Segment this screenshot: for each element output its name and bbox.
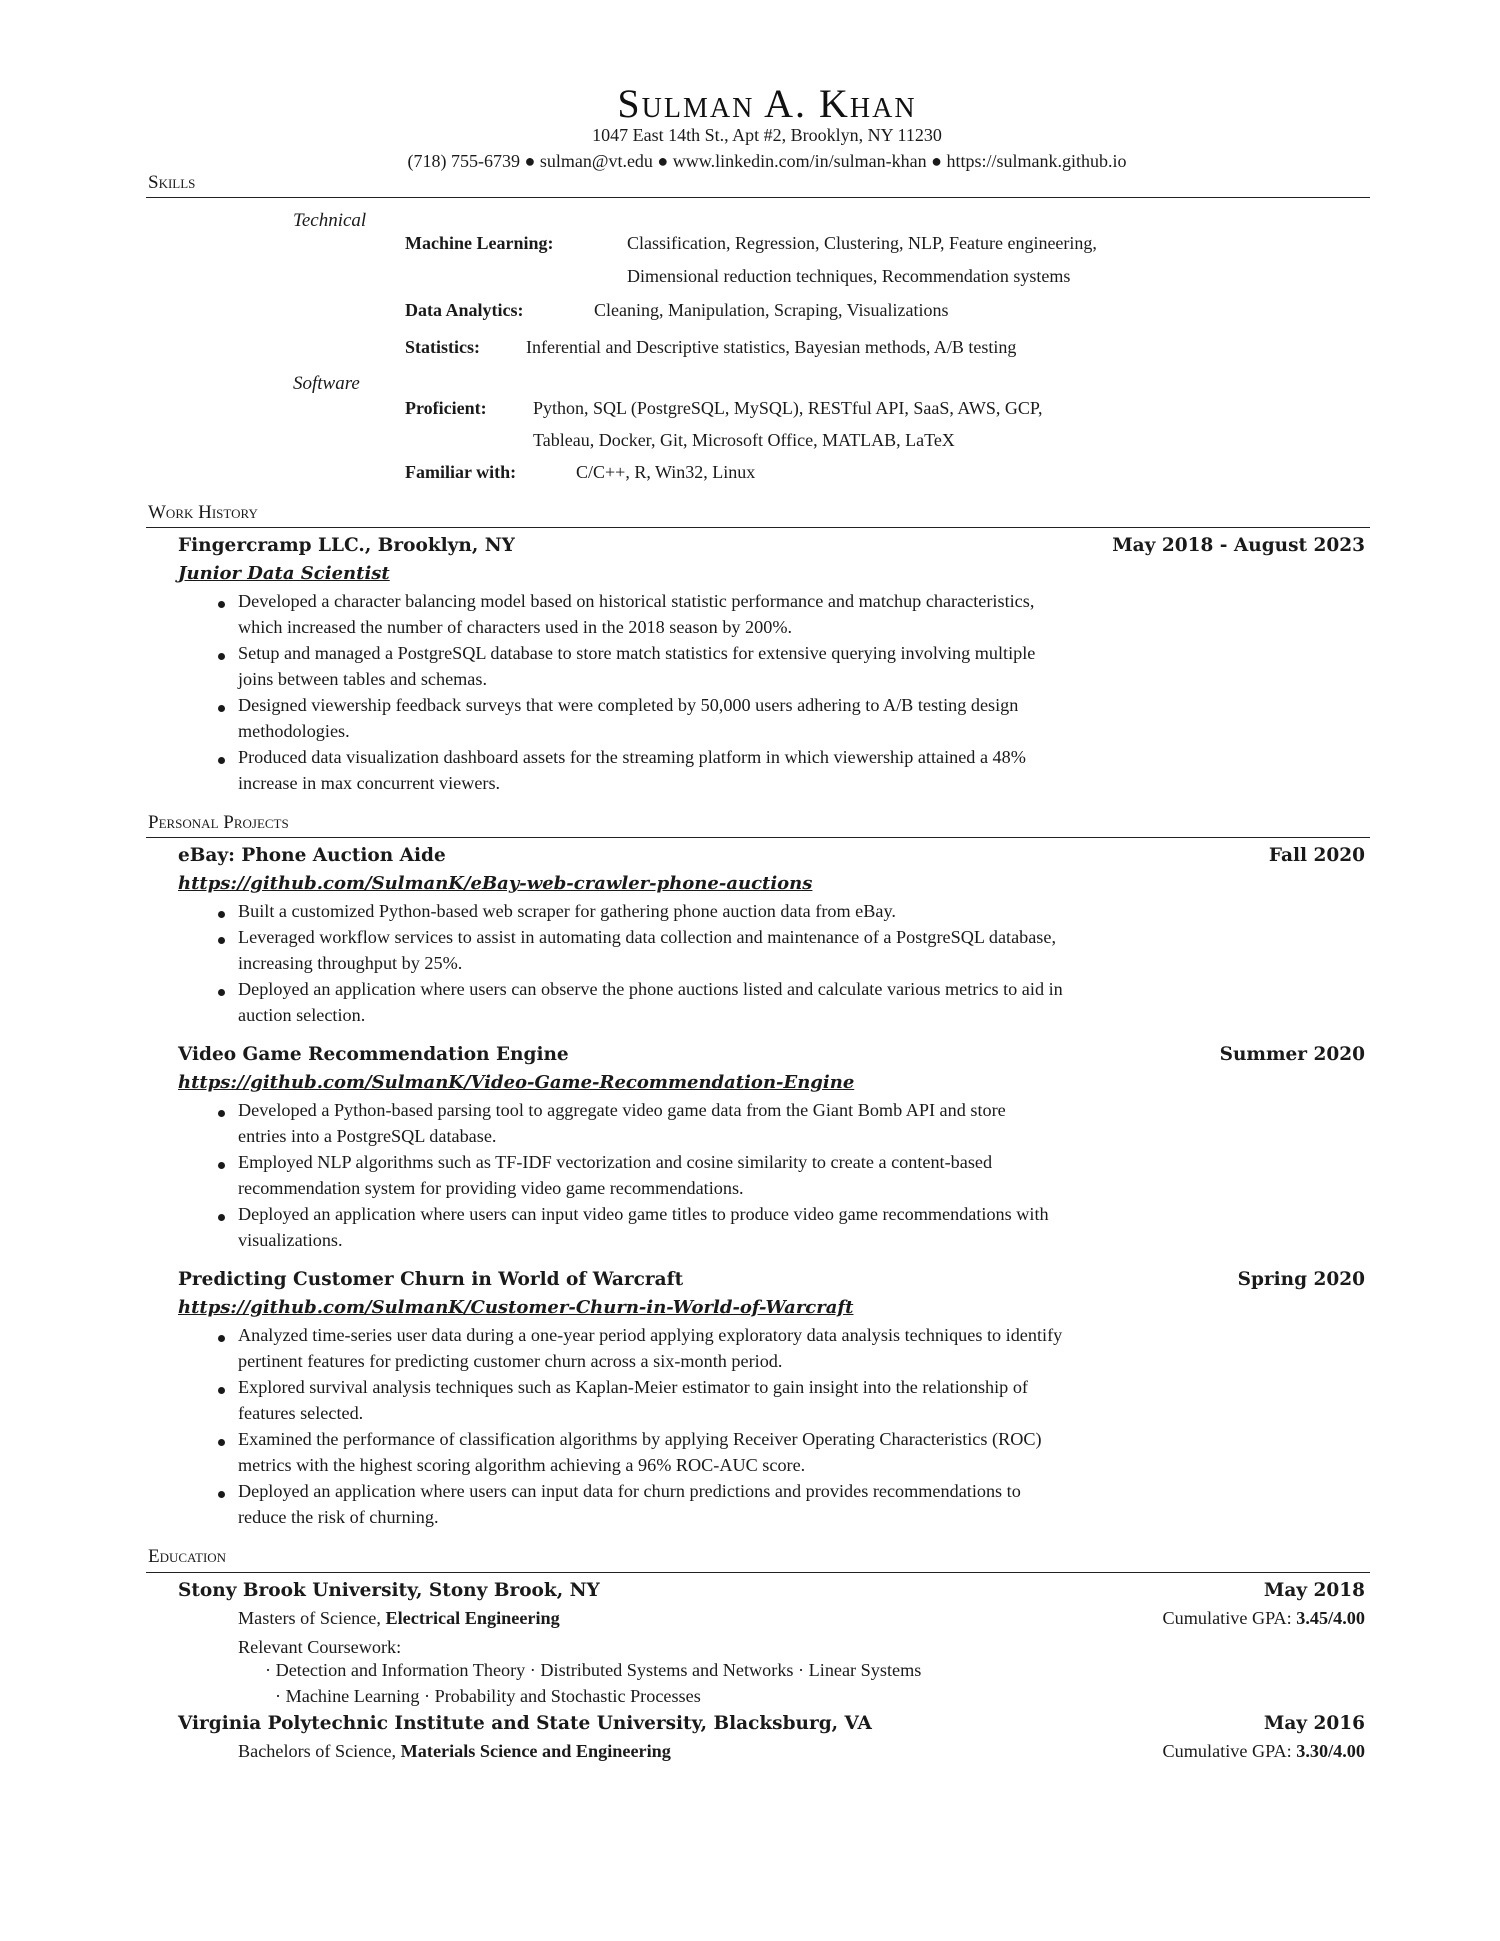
skill-prof-text-2: Tableau, Docker, Git, Microsoft Office, MATLAB, LaTeX bbox=[533, 430, 955, 450]
bullet-text: increase in max concurrent viewers. bbox=[238, 773, 501, 793]
bullet-text: Produced data visualization dashboard assets for the streaming platform in which viewership attained a 48% bbox=[238, 747, 1026, 767]
section-divider bbox=[146, 1572, 1370, 1573]
bullet-text: features selected. bbox=[238, 1403, 364, 1423]
skill-statistics bbox=[405, 337, 480, 358]
section-divider bbox=[146, 837, 1370, 838]
skill-data-analytics bbox=[405, 300, 524, 321]
section-divider bbox=[146, 197, 1370, 198]
skill-familiar bbox=[405, 462, 516, 483]
degree-prefix: Masters of Science, bbox=[238, 1608, 381, 1628]
bullet bbox=[218, 1214, 225, 1221]
bullet-text: Developed a Python-based parsing tool to aggregate video game data from the Giant Bomb API and store bbox=[238, 1100, 1006, 1120]
gpa bbox=[1163, 1741, 1365, 1762]
work-dates: May 2018 - August 2023 bbox=[1112, 535, 1365, 556]
project-name: Predicting Customer Churn in World of Warcraft bbox=[178, 1269, 684, 1290]
bullet bbox=[218, 1387, 225, 1394]
project-name: Video Game Recommendation Engine bbox=[178, 1044, 569, 1065]
degree bbox=[238, 1741, 671, 1762]
bullet bbox=[218, 1162, 225, 1169]
skill-prof-text-1: Python, SQL (PostgreSQL, MySQL), RESTful API, SaaS, AWS, GCP, bbox=[533, 398, 1043, 418]
bullet bbox=[218, 937, 225, 944]
bullet bbox=[218, 653, 225, 660]
bullet bbox=[218, 1335, 225, 1342]
graduation-date: May 2018 bbox=[1263, 1580, 1365, 1601]
section-title-skills: Skills bbox=[148, 172, 196, 193]
job-role: Junior Data Scientist bbox=[178, 563, 390, 584]
bullet bbox=[218, 989, 225, 996]
gpa-value: 3.45/4.00 bbox=[1296, 1608, 1365, 1628]
bullet-text: Deployed an application where users can input video game titles to produce video game recommendations with bbox=[238, 1204, 1049, 1224]
bullet-text: methodologies. bbox=[238, 721, 350, 741]
bullet-text: Built a customized Python-based web scraper for gathering phone auction data from eBay. bbox=[238, 901, 896, 921]
project-link[interactable]: https://github.com/SulmanK/Customer-Churn-in-World-of-Warcraft bbox=[178, 1297, 854, 1318]
bullet bbox=[218, 757, 225, 764]
bullet-text: Deployed an application where users can observe the phone auctions listed and calculate various metrics to aid in bbox=[238, 979, 1063, 999]
degree bbox=[238, 1608, 560, 1629]
project-date: Summer 2020 bbox=[1219, 1044, 1365, 1065]
gpa-label: Cumulative GPA: bbox=[1162, 1608, 1292, 1628]
bullet-text: visualizations. bbox=[238, 1230, 343, 1250]
section-title-projects: Personal Projects bbox=[148, 812, 289, 833]
skill-label: Machine Learning: bbox=[405, 233, 554, 253]
project-name: eBay: Phone Auction Aide bbox=[178, 845, 446, 866]
degree-prefix: Bachelors of Science, bbox=[238, 1741, 397, 1761]
bullet-text: recommendation system for providing video game recommendations. bbox=[238, 1178, 744, 1198]
gpa-label: Cumulative GPA: bbox=[1162, 1741, 1292, 1761]
skill-label: Proficient: bbox=[405, 398, 487, 418]
bullet-text: Deployed an application where users can input data for churn predictions and provides recommendations to bbox=[238, 1481, 1021, 1501]
project-date: Spring 2020 bbox=[1237, 1269, 1365, 1290]
candidate-name: Sulman A. Khan bbox=[617, 81, 917, 126]
skill-label: Familiar with: bbox=[405, 462, 517, 482]
section-divider bbox=[146, 527, 1370, 528]
bullet-text: Developed a character balancing model based on historical statistic performance and matchup characteristics, bbox=[238, 591, 1035, 611]
bullet-text: joins between tables and schemas. bbox=[238, 669, 487, 689]
degree-field: Electrical Engineering bbox=[385, 1608, 560, 1628]
skills-software-label: Software bbox=[293, 373, 360, 394]
bullet bbox=[218, 1439, 225, 1446]
company-name: Fingercramp LLC., Brooklyn, NY bbox=[178, 535, 515, 556]
bullet bbox=[218, 911, 225, 918]
graduation-date: May 2016 bbox=[1263, 1713, 1365, 1734]
skill-ml-text-1: Classification, Regression, Clustering, NLP, Feature engineering, bbox=[627, 233, 1097, 253]
project-link[interactable]: https://github.com/SulmanK/Video-Game-Recommendation-Engine bbox=[178, 1072, 855, 1093]
skill-label: Statistics: bbox=[405, 337, 480, 357]
bullet bbox=[218, 1491, 225, 1498]
bullet bbox=[218, 705, 225, 712]
bullet-text: Examined the performance of classification algorithms by applying Receiver Operating Characteristics (ROC) bbox=[238, 1429, 1042, 1449]
bullet-text: metrics with the highest scoring algorithm achieving a 96% ROC-AUC score. bbox=[238, 1455, 806, 1475]
coursework-line: · Detection and Information Theory · Distributed Systems and Networks · Linear Systems bbox=[265, 1660, 922, 1680]
coursework-line: · Machine Learning · Probability and Stochastic Processes bbox=[275, 1686, 701, 1706]
degree-field: Materials Science and Engineering bbox=[400, 1741, 671, 1761]
bullet-text: pertinent features for predicting customer churn across a six-month period. bbox=[238, 1351, 783, 1371]
bullet-text: entries into a PostgreSQL database. bbox=[238, 1126, 497, 1146]
skills-technical-label: Technical bbox=[293, 210, 367, 231]
project-date: Fall 2020 bbox=[1268, 845, 1365, 866]
project-link[interactable]: https://github.com/SulmanK/eBay-web-crawler-phone-auctions bbox=[178, 873, 813, 894]
skill-stats-text: Inferential and Descriptive statistics, Bayesian methods, A/B testing bbox=[526, 337, 1017, 357]
bullet-text: Explored survival analysis techniques such as Kaplan-Meier estimator to gain insight into the relationship of bbox=[238, 1377, 1028, 1397]
bullet-text: auction selection. bbox=[238, 1005, 366, 1025]
bullet-text: Leveraged workflow services to assist in automating data collection and maintenance of a PostgreSQL database, bbox=[238, 927, 1057, 947]
bullet-text: Designed viewership feedback surveys that were completed by 50,000 users adhering to A/B testing design bbox=[238, 695, 1019, 715]
contact-line: (718) 755-6739 ● sulman@vt.edu ● www.linkedin.com/in/sulman-khan ● https://sulmank.github.io bbox=[407, 151, 1127, 171]
gpa-value: 3.30/4.00 bbox=[1296, 1741, 1365, 1761]
bullet-text: Analyzed time-series user data during a one-year period applying exploratory data analysis techniques to identify bbox=[238, 1325, 1063, 1345]
gpa bbox=[1163, 1608, 1365, 1629]
bullet bbox=[218, 601, 225, 608]
skill-proficient bbox=[405, 398, 487, 419]
skill-machine-learning bbox=[405, 233, 554, 254]
bullet-text: Setup and managed a PostgreSQL database to store match statistics for extensive querying involving multiple bbox=[238, 643, 1036, 663]
bullet bbox=[218, 1110, 225, 1117]
bullet-text: reduce the risk of churning. bbox=[238, 1507, 439, 1527]
bullet-text: which increased the number of characters used in the 2018 season by 200%. bbox=[238, 617, 793, 637]
section-title-education: Education bbox=[148, 1546, 227, 1567]
bullet-text: increasing throughput by 25%. bbox=[238, 953, 463, 973]
skill-label: Data Analytics: bbox=[405, 300, 524, 320]
school-name: Virginia Polytechnic Institute and State University, Blacksburg, VA bbox=[178, 1713, 872, 1734]
skill-ml-text-2: Dimensional reduction techniques, Recommendation systems bbox=[627, 266, 1071, 286]
skill-da-text: Cleaning, Manipulation, Scraping, Visualizations bbox=[594, 300, 949, 320]
school-name: Stony Brook University, Stony Brook, NY bbox=[178, 1580, 600, 1601]
bullet-text: Employed NLP algorithms such as TF-IDF vectorization and cosine similarity to create a content-based bbox=[238, 1152, 993, 1172]
skill-fam-text: C/C++, R, Win32, Linux bbox=[576, 462, 756, 482]
section-title-work: Work History bbox=[148, 502, 258, 523]
address: 1047 East 14th St., Apt #2, Brooklyn, NY 11230 bbox=[592, 125, 942, 145]
coursework-label: Relevant Coursework: bbox=[238, 1637, 402, 1657]
